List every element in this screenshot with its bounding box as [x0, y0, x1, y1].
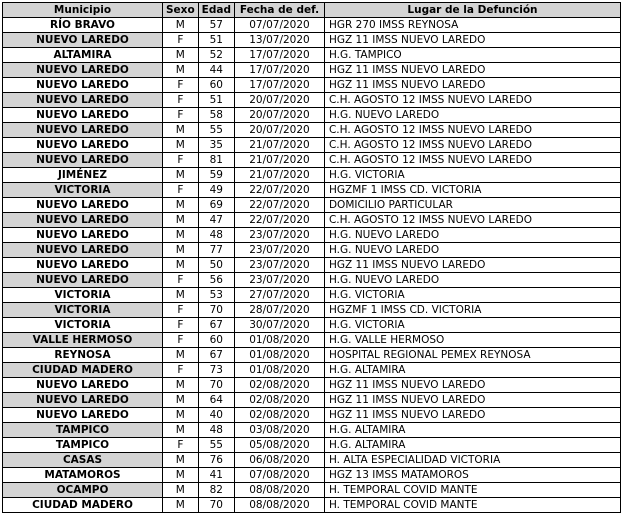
- cell-fecha: 20/07/2020: [234, 108, 324, 123]
- cell-lugar: H.G. NUEVO LAREDO: [324, 228, 620, 243]
- cell-sexo: F: [163, 318, 199, 333]
- cell-lugar: HGZMF 1 IMSS CD. VICTORIA: [324, 303, 620, 318]
- cell-edad: 76: [198, 453, 234, 468]
- cell-lugar: H.G. TAMPICO: [324, 48, 620, 63]
- cell-municipio: OCAMPO: [3, 483, 163, 498]
- cell-edad: 60: [198, 333, 234, 348]
- cell-edad: 44: [198, 63, 234, 78]
- cell-lugar: HOSPITAL REGIONAL PEMEX REYNOSA: [324, 348, 620, 363]
- cell-municipio: VICTORIA: [3, 183, 163, 198]
- cell-municipio: RÍO BRAVO: [3, 18, 163, 33]
- table-row: [3, 33, 621, 48]
- cell-lugar: HGR 270 IMSS REYNOSA: [324, 18, 620, 33]
- cell-edad: 50: [198, 258, 234, 273]
- cell-edad: 55: [198, 123, 234, 138]
- cell-municipio: NUEVO LAREDO: [3, 138, 163, 153]
- table-row: [3, 273, 621, 288]
- cell-municipio: NUEVO LAREDO: [3, 108, 163, 123]
- cell-edad: 81: [198, 153, 234, 168]
- cell-fecha: 02/08/2020: [234, 408, 324, 423]
- cell-lugar: H.G. ALTAMIRA: [324, 363, 620, 378]
- cell-edad: 51: [198, 93, 234, 108]
- cell-edad: 47: [198, 213, 234, 228]
- cell-lugar: C.H. AGOSTO 12 IMSS NUEVO LAREDO: [324, 138, 620, 153]
- cell-fecha: 22/07/2020: [234, 198, 324, 213]
- cell-sexo: F: [163, 438, 199, 453]
- cell-edad: 77: [198, 243, 234, 258]
- table-row: [3, 228, 621, 243]
- table-row: [3, 468, 621, 483]
- table-row: [3, 378, 621, 393]
- cell-sexo: M: [163, 423, 199, 438]
- cell-lugar: H.G. VALLE HERMOSO: [324, 333, 620, 348]
- cell-fecha: 13/07/2020: [234, 33, 324, 48]
- cell-edad: 73: [198, 363, 234, 378]
- cell-edad: 48: [198, 228, 234, 243]
- cell-fecha: 07/07/2020: [234, 18, 324, 33]
- cell-edad: 49: [198, 183, 234, 198]
- cell-municipio: NUEVO LAREDO: [3, 63, 163, 78]
- cell-fecha: 03/08/2020: [234, 423, 324, 438]
- cell-fecha: 22/07/2020: [234, 183, 324, 198]
- cell-municipio: VALLE HERMOSO: [3, 333, 163, 348]
- cell-sexo: M: [163, 468, 199, 483]
- cell-fecha: 22/07/2020: [234, 213, 324, 228]
- table-row: [3, 303, 621, 318]
- cell-lugar: HGZ 11 IMSS NUEVO LAREDO: [324, 78, 620, 93]
- cell-edad: 58: [198, 108, 234, 123]
- cell-municipio: NUEVO LAREDO: [3, 213, 163, 228]
- table-row: [3, 183, 621, 198]
- cell-sexo: M: [163, 243, 199, 258]
- cell-sexo: M: [163, 258, 199, 273]
- cell-sexo: M: [163, 408, 199, 423]
- table-row: [3, 498, 621, 513]
- cell-sexo: F: [163, 183, 199, 198]
- table-row: [3, 18, 621, 33]
- cell-lugar: HGZ 11 IMSS NUEVO LAREDO: [324, 378, 620, 393]
- cell-fecha: 17/07/2020: [234, 78, 324, 93]
- cell-sexo: M: [163, 213, 199, 228]
- cell-fecha: 05/08/2020: [234, 438, 324, 453]
- cell-lugar: H.G. VICTORIA: [324, 288, 620, 303]
- cell-municipio: NUEVO LAREDO: [3, 33, 163, 48]
- cell-fecha: 20/07/2020: [234, 93, 324, 108]
- header-municipio: Municipio: [3, 3, 163, 18]
- table-row: [3, 483, 621, 498]
- cell-municipio: TAMPICO: [3, 423, 163, 438]
- cell-lugar: H.G. ALTAMIRA: [324, 423, 620, 438]
- cell-fecha: 06/08/2020: [234, 453, 324, 468]
- cell-edad: 67: [198, 318, 234, 333]
- cell-municipio: NUEVO LAREDO: [3, 198, 163, 213]
- cell-fecha: 01/08/2020: [234, 363, 324, 378]
- table-row: [3, 423, 621, 438]
- cell-fecha: 17/07/2020: [234, 63, 324, 78]
- cell-edad: 82: [198, 483, 234, 498]
- cell-edad: 40: [198, 408, 234, 423]
- cell-lugar: H. TEMPORAL COVID MANTE: [324, 498, 620, 513]
- cell-sexo: M: [163, 378, 199, 393]
- cell-sexo: F: [163, 33, 199, 48]
- cell-sexo: M: [163, 198, 199, 213]
- cell-edad: 56: [198, 273, 234, 288]
- cell-municipio: VICTORIA: [3, 288, 163, 303]
- cell-sexo: M: [163, 138, 199, 153]
- cell-fecha: 21/07/2020: [234, 153, 324, 168]
- cell-fecha: 07/08/2020: [234, 468, 324, 483]
- cell-fecha: 01/08/2020: [234, 348, 324, 363]
- table-row: [3, 93, 621, 108]
- cell-edad: 67: [198, 348, 234, 363]
- cell-municipio: NUEVO LAREDO: [3, 123, 163, 138]
- cell-sexo: F: [163, 303, 199, 318]
- table-row: [3, 243, 621, 258]
- cell-municipio: CIUDAD MADERO: [3, 363, 163, 378]
- cell-edad: 53: [198, 288, 234, 303]
- cell-sexo: M: [163, 393, 199, 408]
- cell-lugar: HGZ 13 IMSS MATAMOROS: [324, 468, 620, 483]
- cell-municipio: ALTAMIRA: [3, 48, 163, 63]
- table-row: [3, 348, 621, 363]
- cell-sexo: M: [163, 18, 199, 33]
- cell-municipio: NUEVO LAREDO: [3, 93, 163, 108]
- cell-sexo: M: [163, 48, 199, 63]
- cell-sexo: M: [163, 453, 199, 468]
- cell-fecha: 23/07/2020: [234, 228, 324, 243]
- cell-edad: 59: [198, 168, 234, 183]
- table-row: [3, 258, 621, 273]
- cell-fecha: 30/07/2020: [234, 318, 324, 333]
- cell-lugar: H.G. ALTAMIRA: [324, 438, 620, 453]
- table-row: [3, 363, 621, 378]
- cell-lugar: HGZMF 1 IMSS CD. VICTORIA: [324, 183, 620, 198]
- cell-fecha: 08/08/2020: [234, 498, 324, 513]
- cell-lugar: C.H. AGOSTO 12 IMSS NUEVO LAREDO: [324, 153, 620, 168]
- table-row: [3, 408, 621, 423]
- table-row: [3, 63, 621, 78]
- header-row: [3, 3, 621, 18]
- cell-lugar: HGZ 11 IMSS NUEVO LAREDO: [324, 63, 620, 78]
- cell-edad: 70: [198, 498, 234, 513]
- cell-lugar: C.H. AGOSTO 12 IMSS NUEVO LAREDO: [324, 123, 620, 138]
- cell-lugar: HGZ 11 IMSS NUEVO LAREDO: [324, 33, 620, 48]
- header-edad: Edad: [198, 3, 234, 18]
- cell-fecha: 01/08/2020: [234, 333, 324, 348]
- cell-municipio: NUEVO LAREDO: [3, 273, 163, 288]
- cell-municipio: TAMPICO: [3, 438, 163, 453]
- cell-edad: 48: [198, 423, 234, 438]
- header-lugar: Lugar de la Defunción: [324, 3, 620, 18]
- cell-fecha: 21/07/2020: [234, 138, 324, 153]
- cell-municipio: NUEVO LAREDO: [3, 153, 163, 168]
- cell-sexo: F: [163, 78, 199, 93]
- cell-sexo: F: [163, 273, 199, 288]
- cell-fecha: 23/07/2020: [234, 243, 324, 258]
- cell-fecha: 23/07/2020: [234, 273, 324, 288]
- table-row: [3, 288, 621, 303]
- cell-sexo: M: [163, 168, 199, 183]
- cell-edad: 57: [198, 18, 234, 33]
- cell-municipio: REYNOSA: [3, 348, 163, 363]
- cell-edad: 41: [198, 468, 234, 483]
- deaths-table: [2, 2, 621, 513]
- cell-sexo: F: [163, 93, 199, 108]
- cell-sexo: M: [163, 483, 199, 498]
- cell-sexo: M: [163, 288, 199, 303]
- table-row: [3, 333, 621, 348]
- cell-lugar: H.G. VICTORIA: [324, 318, 620, 333]
- table-row: [3, 78, 621, 93]
- cell-lugar: HGZ 11 IMSS NUEVO LAREDO: [324, 258, 620, 273]
- cell-sexo: M: [163, 228, 199, 243]
- table-row: [3, 138, 621, 153]
- cell-municipio: NUEVO LAREDO: [3, 228, 163, 243]
- cell-lugar: DOMICILIO PARTICULAR: [324, 198, 620, 213]
- cell-sexo: F: [163, 108, 199, 123]
- cell-lugar: C.H. AGOSTO 12 IMSS NUEVO LAREDO: [324, 93, 620, 108]
- cell-fecha: 02/08/2020: [234, 393, 324, 408]
- cell-lugar: H.G. NUEVO LAREDO: [324, 243, 620, 258]
- cell-municipio: JIMÉNEZ: [3, 168, 163, 183]
- cell-sexo: M: [163, 348, 199, 363]
- cell-edad: 35: [198, 138, 234, 153]
- cell-edad: 55: [198, 438, 234, 453]
- cell-edad: 70: [198, 303, 234, 318]
- table-row: [3, 168, 621, 183]
- table-row: [3, 123, 621, 138]
- cell-lugar: HGZ 11 IMSS NUEVO LAREDO: [324, 393, 620, 408]
- cell-municipio: VICTORIA: [3, 303, 163, 318]
- table-row: [3, 453, 621, 468]
- table-row: [3, 213, 621, 228]
- table-row: [3, 438, 621, 453]
- cell-municipio: NUEVO LAREDO: [3, 258, 163, 273]
- header-fecha: Fecha de def.: [234, 3, 324, 18]
- cell-fecha: 21/07/2020: [234, 168, 324, 183]
- cell-lugar: H. ALTA ESPECIALIDAD VICTORIA: [324, 453, 620, 468]
- cell-fecha: 23/07/2020: [234, 258, 324, 273]
- cell-sexo: F: [163, 363, 199, 378]
- table-row: [3, 198, 621, 213]
- cell-lugar: H. TEMPORAL COVID MANTE: [324, 483, 620, 498]
- cell-lugar: C.H. AGOSTO 12 IMSS NUEVO LAREDO: [324, 213, 620, 228]
- cell-municipio: MATAMOROS: [3, 468, 163, 483]
- table-row: [3, 108, 621, 123]
- cell-municipio: VICTORIA: [3, 318, 163, 333]
- cell-fecha: 17/07/2020: [234, 48, 324, 63]
- cell-fecha: 27/07/2020: [234, 288, 324, 303]
- cell-municipio: NUEVO LAREDO: [3, 408, 163, 423]
- cell-sexo: F: [163, 153, 199, 168]
- header-sexo: Sexo: [163, 3, 199, 18]
- cell-fecha: 08/08/2020: [234, 483, 324, 498]
- table-row: [3, 318, 621, 333]
- cell-fecha: 20/07/2020: [234, 123, 324, 138]
- cell-lugar: HGZ 11 IMSS NUEVO LAREDO: [324, 408, 620, 423]
- cell-fecha: 02/08/2020: [234, 378, 324, 393]
- cell-edad: 64: [198, 393, 234, 408]
- cell-municipio: NUEVO LAREDO: [3, 378, 163, 393]
- cell-sexo: M: [163, 498, 199, 513]
- cell-edad: 52: [198, 48, 234, 63]
- cell-sexo: M: [163, 123, 199, 138]
- cell-municipio: CASAS: [3, 453, 163, 468]
- cell-sexo: M: [163, 63, 199, 78]
- cell-edad: 51: [198, 33, 234, 48]
- cell-lugar: H.G. NUEVO LAREDO: [324, 273, 620, 288]
- cell-fecha: 28/07/2020: [234, 303, 324, 318]
- cell-lugar: H.G. VICTORIA: [324, 168, 620, 183]
- cell-municipio: NUEVO LAREDO: [3, 393, 163, 408]
- table-row: [3, 153, 621, 168]
- cell-edad: 69: [198, 198, 234, 213]
- table-row: [3, 48, 621, 63]
- table-row: [3, 393, 621, 408]
- cell-lugar: H.G. NUEVO LAREDO: [324, 108, 620, 123]
- cell-sexo: F: [163, 333, 199, 348]
- cell-municipio: NUEVO LAREDO: [3, 78, 163, 93]
- cell-municipio: CIUDAD MADERO: [3, 498, 163, 513]
- cell-edad: 70: [198, 378, 234, 393]
- cell-municipio: NUEVO LAREDO: [3, 243, 163, 258]
- cell-edad: 60: [198, 78, 234, 93]
